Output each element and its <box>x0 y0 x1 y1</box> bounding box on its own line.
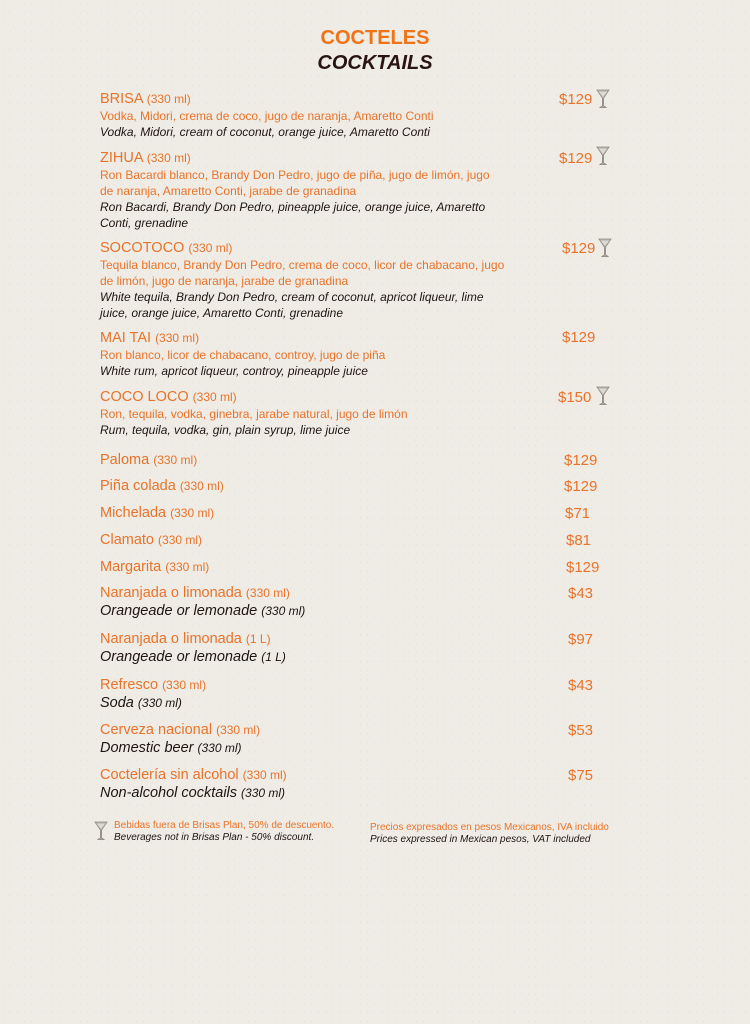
menu-item-cerveza <box>100 722 620 757</box>
item-description-en: Rum, tequila, vodka, gin, plain syrup, lime juice <box>100 423 351 437</box>
footer-discount-note <box>114 820 364 844</box>
item-description-es: Ron Bacardi blanco, Brandy Don Pedro, jugo de piña, jugo de limón, jugo de naranja, Amaretto Conti, jarabe de granadina <box>100 168 490 198</box>
discount-note-es: Bebidas fuera de Brisas Plan, 50% de descuento. <box>114 820 335 831</box>
menu-item-pina-colada <box>100 478 620 495</box>
item-price: $129 <box>564 452 598 469</box>
item-name: Margarita <box>100 559 162 575</box>
item-name: Piña colada <box>100 478 176 494</box>
menu-item-naranjada-1l <box>100 631 620 666</box>
item-name: Michelada <box>100 505 167 521</box>
item-description-es: Ron, tequila, vodka, ginebra, jarabe natural, jugo de limón <box>100 407 408 421</box>
item-name-en: Domestic beer <box>100 740 194 756</box>
item-volume: (330 ml) <box>146 92 191 106</box>
menu-item-brisa <box>100 91 620 140</box>
menu-item-paloma <box>100 452 620 469</box>
item-name-en: Non-alcohol cocktails <box>100 785 238 801</box>
item-price: $43 <box>568 677 594 694</box>
item-price: $129 <box>559 91 593 108</box>
menu-item-clamato <box>100 532 620 549</box>
item-name: Clamato <box>100 532 154 548</box>
item-name: COCO LOCO <box>100 389 189 405</box>
item-description-es: Tequila blanco, Brandy Don Pedro, crema de coco, licor de chabacano, jugo de limón, jugo de naranja, jarabe de granadina <box>100 258 505 288</box>
discount-note-en: Beverages not in Brisas Plan - 50% discount. <box>114 832 315 843</box>
menu-item-mai-tai <box>100 330 620 379</box>
menu-item-michelada <box>100 505 620 522</box>
item-name-en: Orangeade or lemonade <box>100 649 258 665</box>
item-name: SOCOTOCO <box>100 240 185 256</box>
item-description-en: Vodka, Midori, cream of coconut, orange juice, Amaretto Conti <box>100 125 430 139</box>
item-name: ZIHUA <box>100 150 143 166</box>
item-name: MAI TAI <box>100 330 152 346</box>
item-price: $43 <box>568 585 594 602</box>
item-volume-en: (1 L) <box>261 650 286 664</box>
item-description-en: White rum, apricot liqueur, controy, pineapple juice <box>100 364 368 378</box>
footer-prices-note <box>370 822 630 846</box>
item-name: Cerveza nacional <box>100 722 213 738</box>
item-volume: (330 ml) <box>188 241 233 255</box>
prices-note-es: Precios expresados en pesos Mexicanos, IVA incluido <box>370 822 609 833</box>
menu-item-sin-alcohol <box>100 767 620 802</box>
item-name: Coctelería sin alcohol <box>100 767 239 783</box>
item-price: $71 <box>565 505 591 522</box>
item-price: $129 <box>562 329 596 346</box>
item-price: $129 <box>564 478 598 495</box>
item-volume: (330 ml) <box>158 533 203 547</box>
menu-item-refresco <box>100 677 620 712</box>
item-price: $129 <box>562 240 596 257</box>
martini-glass-icon <box>596 89 610 109</box>
item-name-en: Soda <box>100 695 134 711</box>
title-spanish: COCTELES <box>320 27 430 49</box>
item-description-es: Vodka, Midori, crema de coco, jugo de naranja, Amaretto Conti <box>100 109 434 123</box>
item-volume: (330 ml) <box>245 586 290 600</box>
martini-glass-icon <box>596 386 610 406</box>
item-name: Naranjada o limonada <box>100 631 242 647</box>
menu-item-margarita <box>100 559 620 576</box>
item-name-en: Orangeade or lemonade <box>100 603 258 619</box>
item-price: $53 <box>568 722 594 739</box>
item-name: Paloma <box>100 452 150 468</box>
item-volume-en: (330 ml) <box>197 741 242 755</box>
item-volume: (330 ml) <box>165 560 210 574</box>
item-volume: (330 ml) <box>162 678 207 692</box>
item-volume-en: (330 ml) <box>241 786 286 800</box>
item-price: $129 <box>566 559 600 576</box>
menu-item-zihua <box>100 150 500 231</box>
item-volume: (330 ml) <box>153 453 198 467</box>
martini-glass-icon <box>598 238 612 258</box>
item-price: $75 <box>568 767 594 784</box>
title-english: COCKTAILS <box>317 52 433 74</box>
menu-item-coco-loco <box>100 389 620 438</box>
item-price: $129 <box>559 150 593 167</box>
item-name: Naranjada o limonada <box>100 585 242 601</box>
item-volume-en: (330 ml) <box>137 696 182 710</box>
item-volume-en: (330 ml) <box>261 604 306 618</box>
item-description-es: Ron blanco, licor de chabacano, controy, jugo de piña <box>100 348 386 362</box>
item-volume: (330 ml) <box>179 479 224 493</box>
item-volume: (330 ml) <box>155 331 200 345</box>
menu-item-naranjada-330 <box>100 585 620 620</box>
martini-glass-icon <box>596 146 610 166</box>
martini-glass-icon <box>94 821 108 841</box>
item-name: BRISA <box>100 91 143 107</box>
item-volume: (330 ml) <box>242 768 287 782</box>
item-name: Refresco <box>100 677 159 693</box>
item-price: $150 <box>558 389 592 406</box>
item-description-en: Ron Bacardi, Brandy Don Pedro, pineapple juice, orange juice, Amaretto Conti, grenadine <box>100 200 486 230</box>
item-volume: (330 ml) <box>170 506 215 520</box>
menu-item-socotoco <box>100 240 510 321</box>
item-volume: (330 ml) <box>216 723 261 737</box>
item-price: $81 <box>566 532 592 549</box>
item-volume: (1 L) <box>245 632 271 646</box>
item-volume: (330 ml) <box>192 390 237 404</box>
prices-note-en: Prices expressed in Mexican pesos, VAT included <box>370 834 591 845</box>
item-price: $97 <box>568 631 594 648</box>
item-description-en: White tequila, Brandy Don Pedro, cream of coconut, apricot liqueur, lime juice, orange juice, Amaretto Conti, grenadine <box>100 290 484 320</box>
item-volume: (330 ml) <box>146 151 191 165</box>
